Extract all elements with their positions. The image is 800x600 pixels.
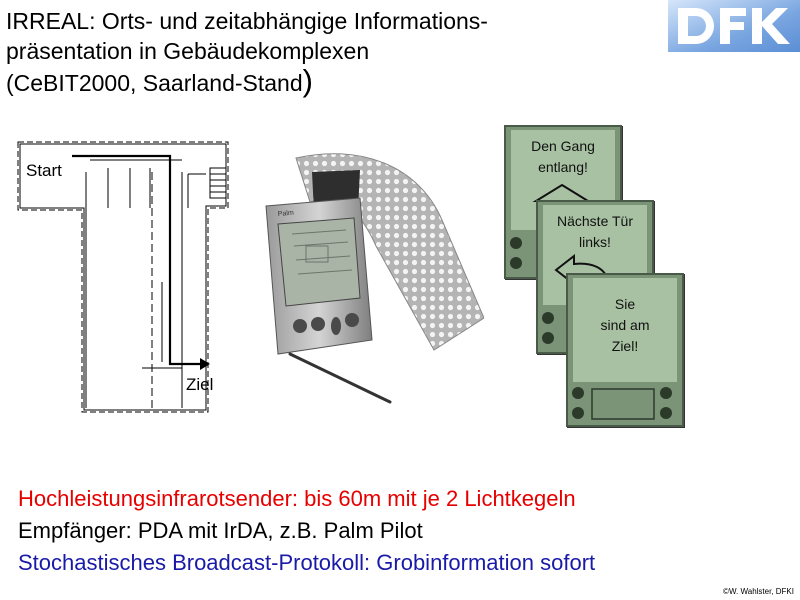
title-line-3-text: (CeBIT2000, Saarland-Stand (6, 70, 303, 96)
pda-screen-1-line-1: Den Gang (531, 138, 595, 154)
feature-receiver: Empfänger: PDA mit IrDA, z.B. Palm Pilot (18, 518, 423, 543)
route-arrow-icon (200, 358, 210, 370)
pda-screen-3-line-1: Sie (614, 296, 636, 312)
floor-plan (12, 132, 238, 422)
pda-screen-2-line-1: Nächste Tür (557, 213, 633, 229)
pda-brand-label: Palm (277, 209, 295, 218)
route-path (72, 156, 200, 364)
pda-screen-2-line-2: links! (579, 234, 611, 250)
pda-screen-3 (566, 273, 684, 427)
palm-pda-photo (248, 150, 484, 408)
goal-label: Ziel (186, 375, 214, 394)
title-line-2: präsentation in Gebäudekomplexen (6, 38, 370, 64)
pda-screen-1-line-2: entlang! (538, 159, 588, 175)
feature-list (18, 483, 788, 579)
pda-screen-stack (504, 125, 694, 435)
pda-silkscreen-icons (540, 308, 556, 348)
title-line-3 (6, 63, 606, 98)
feature-transmitter: Hochleistungsinfrarotsender: bis 60m mit je 2 Lichtkegeln (18, 486, 576, 511)
copyright-credit: ©W. Wahlster, DFKI (723, 587, 794, 596)
pda-screen-3-line-3: Ziel! (611, 338, 639, 354)
pda-screen-3-line-2: sind am (600, 317, 650, 333)
dfki-logo (668, 0, 800, 52)
pda-screen-3-display (573, 278, 677, 382)
stylus (290, 354, 390, 402)
feature-protocol: Stochastisches Broadcast-Protokoll: Grobinformation sofort (18, 550, 596, 575)
title-closing-paren: ) (302, 63, 313, 98)
pda-silkscreen-icons (508, 233, 524, 273)
title-line-1: IRREAL: Orts- und zeitabhängige Informations- (6, 8, 488, 34)
slide-title (6, 6, 606, 98)
pda-silkscreen-icons (568, 383, 678, 423)
start-label: Start (26, 161, 62, 180)
